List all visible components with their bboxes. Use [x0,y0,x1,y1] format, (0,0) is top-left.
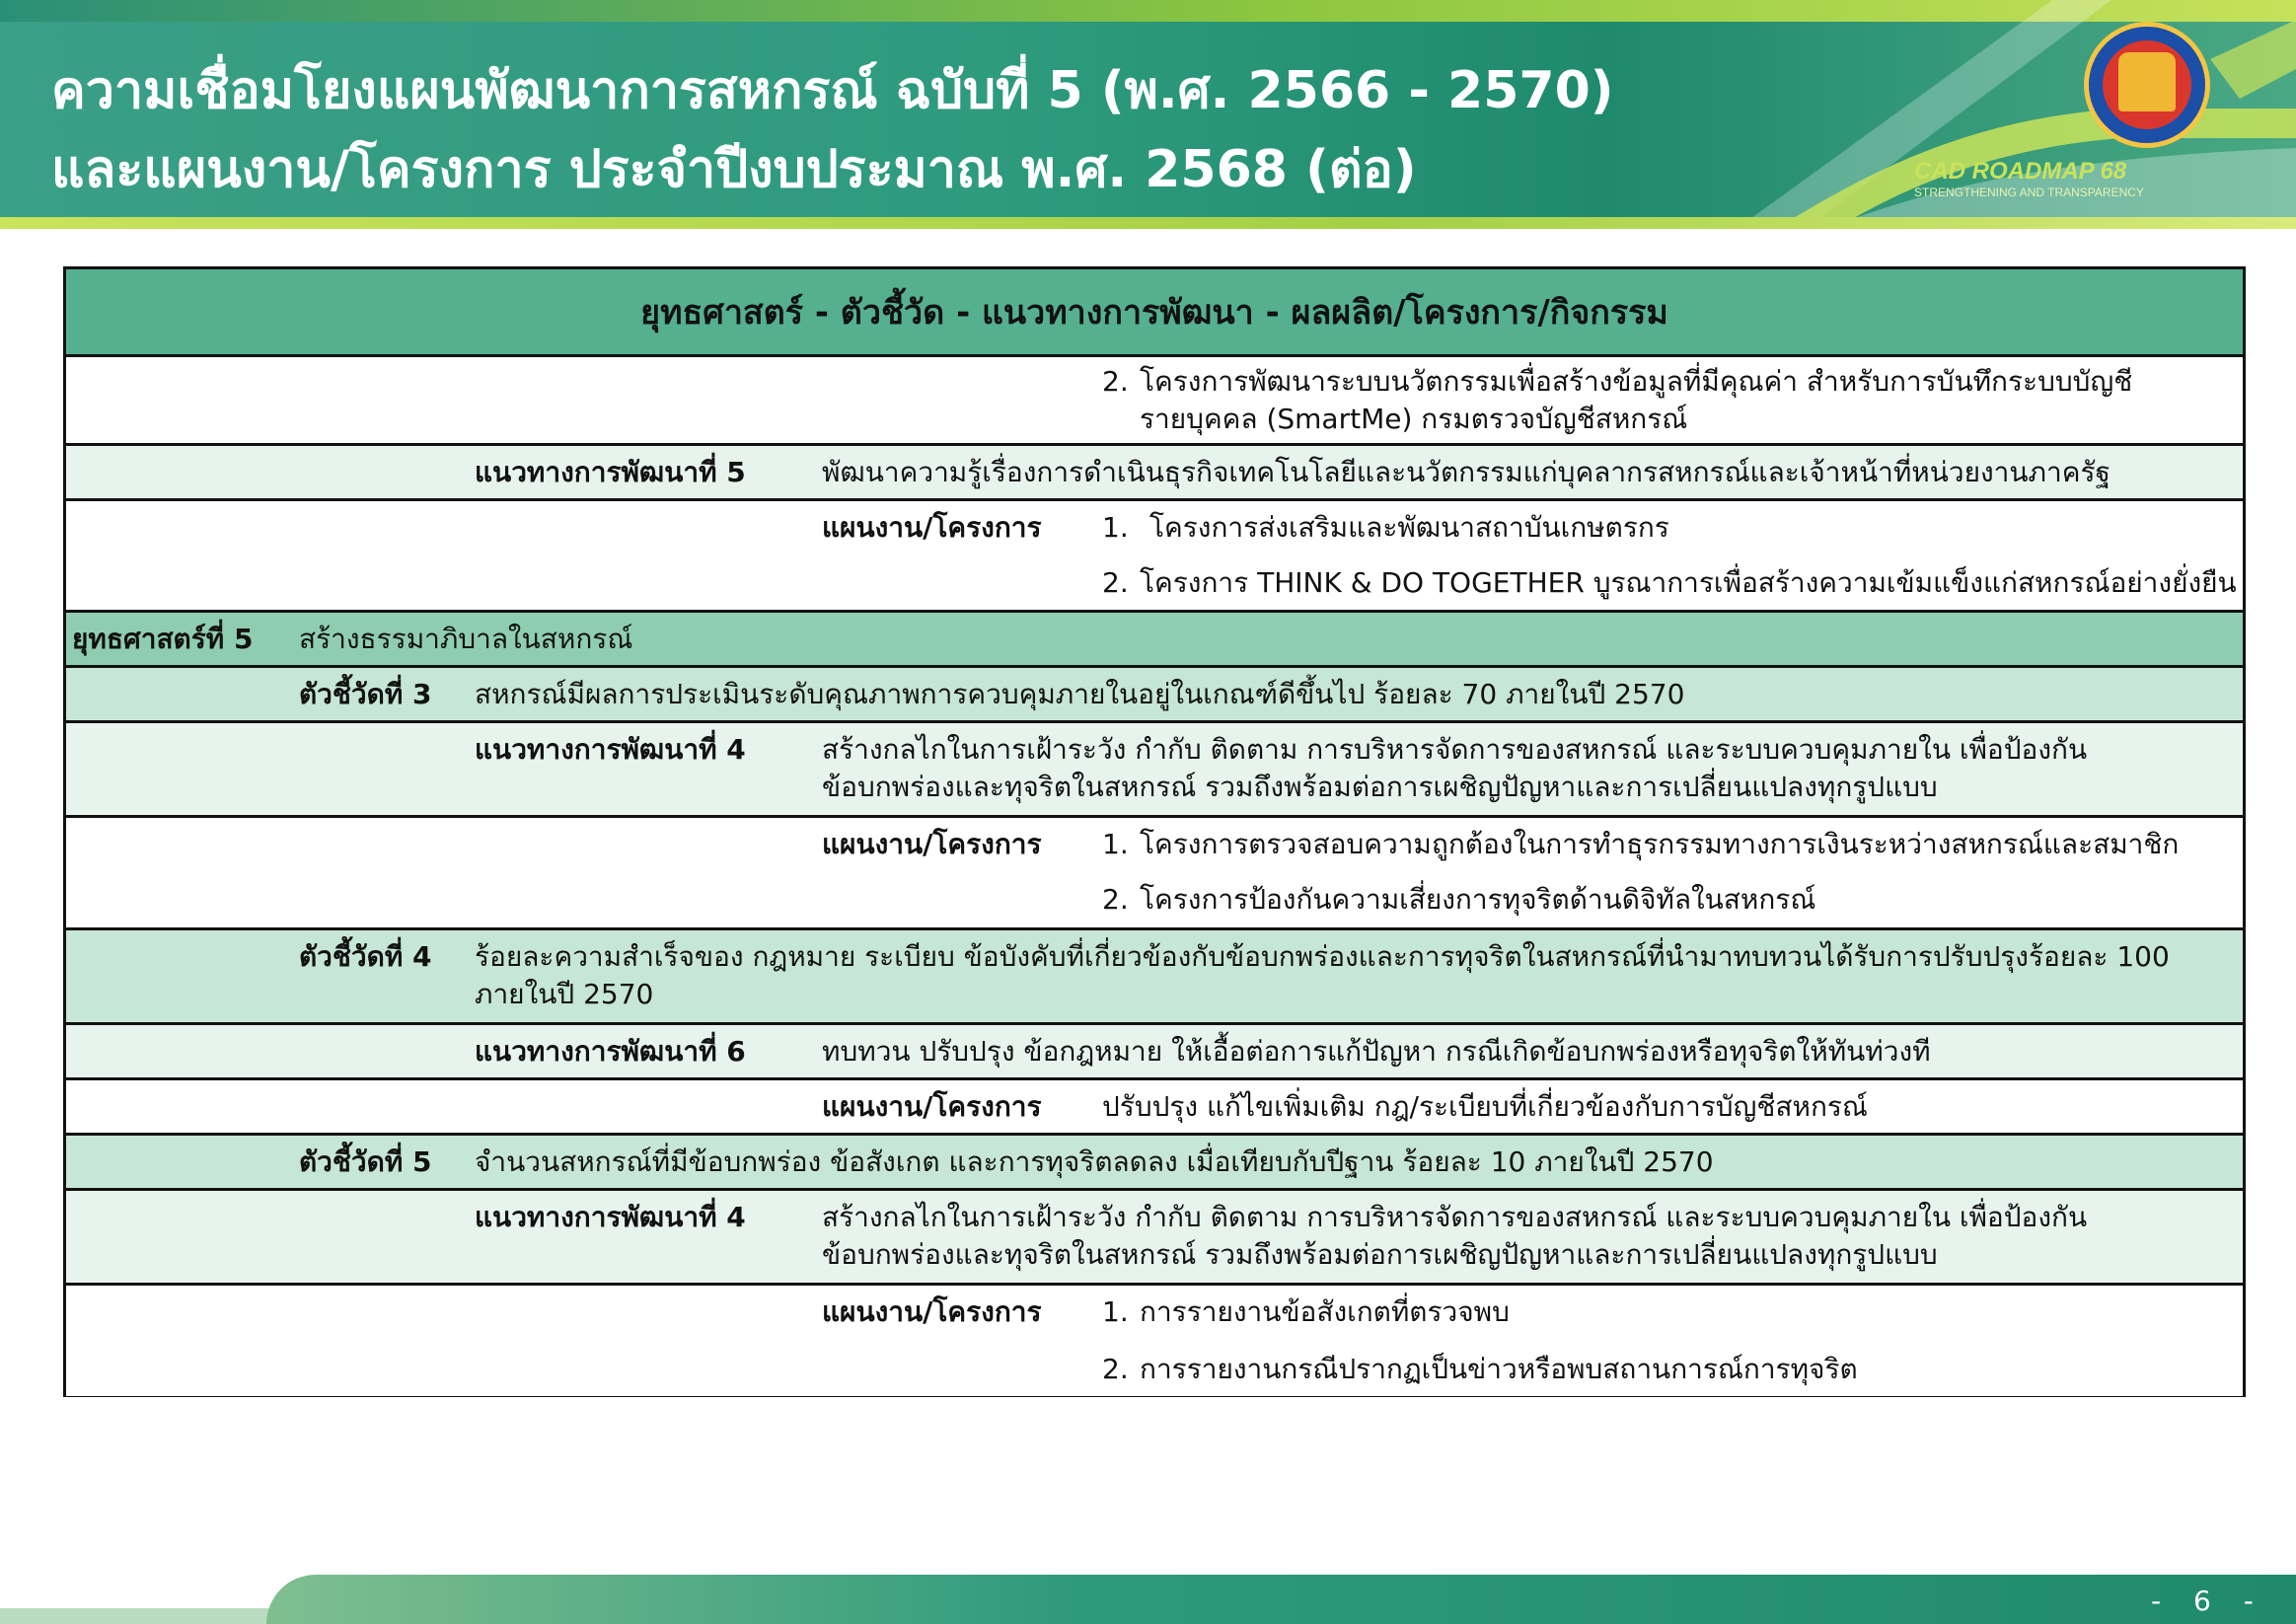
row-label: แผนงาน/โครงการ [822,1090,1042,1123]
item-text: การรายงานข้อสังเกตที่ตรวจพบ [1140,1295,1510,1328]
row-label: แผนงาน/โครงการ [822,1295,1042,1328]
table-heading: ยุทธศาสตร์ - ตัวชี้วัด - แนวทางการพัฒนา - ผลผลิต/โครงการ/กิจกรรม [66,269,2243,357]
table-row [66,930,2243,1025]
item-text: โครงการตรวจสอบความถูกต้องในการทำธุรกรรมทางการเงินระหว่างสหกรณ์และสมาชิก [1140,828,2180,860]
item-text: โครงการพัฒนาระบบนวัตกรรมเพื่อสร้างข้อมูลที่มีคุณค่า สำหรับการบันทึกระบบบัญชี [1140,365,2133,398]
row-text: จำนวนสหกรณ์ที่มีข้อบกพร่อง ข้อสังเกต และการทุจริตลดลง เมื่อเทียบกับปีฐาน ร้อยละ 10 ภายในปี 2570 [475,1145,1714,1178]
roadmap-tagline: STRENGTHENING AND TRANSPARENCY [1914,185,2144,199]
item-number: 2. [1102,883,1129,916]
row-text-cont: ข้อบกพร่องและทุจริตในสหกรณ์ รวมถึงพร้อมต่อการเผชิญปัญหาและการเปลี่ยนแปลงทุกรูปแบบ [822,771,1938,803]
item-text: โครงการ THINK & DO TOGETHER บูรณาการเพื่อสร้างความเข้มแข็งแก่สหกรณ์อย่างยั่งยืน [1140,566,2237,599]
row-text: สร้างธรรมาภิบาลในสหกรณ์ [299,623,633,655]
row-text: ทบทวน ปรับปรุง ข้อกฎหมาย ให้เอื้อต่อการแก้ปัญหา กรณีเกิดข้อบกพร่องหรือทุจริตให้ทันท่วงที [822,1035,1931,1068]
row-label: แนวทางการพัฒนาที่ 6 [475,1035,746,1068]
page-number: - 6 - [2151,1585,2265,1617]
row-label: แนวทางการพัฒนาที่ 5 [475,456,746,488]
table-row [66,818,2243,930]
department-seal-icon [2084,22,2210,148]
item-text: โครงการส่งเสริมและพัฒนาสถาบันเกษตรกร [1149,511,1669,544]
item-number: 2. [1102,365,1129,398]
item-number: 1. [1102,511,1129,544]
header-bottom-stripe [0,217,2296,229]
row-text: สร้างกลไกในการเฝ้าระวัง กำกับ ติดตาม การบริหารจัดการของสหกรณ์ และระบบควบคุมภายใน เพื่อป้องกัน [822,1201,2088,1233]
table-row [66,1136,2243,1191]
table-row [66,501,2243,613]
row-label: ตัวชี้วัดที่ 4 [299,940,432,973]
row-text: สหกรณ์มีผลการประเมินระดับคุณภาพการควบคุมภายในอยู่ในเกณฑ์ดีขึ้นไป ร้อยละ 70 ภายในปี 2570 [475,678,1685,710]
row-text-cont: ข้อบกพร่องและทุจริตในสหกรณ์ รวมถึงพร้อมต่อการเผชิญปัญหาและการเปลี่ยนแปลงทุกรูปแบบ [822,1238,1938,1271]
item-number: 2. [1102,566,1129,599]
table-row [66,1286,2243,1396]
row-label: ตัวชี้วัดที่ 5 [299,1145,432,1178]
row-label: ตัวชี้วัดที่ 3 [299,678,432,710]
row-text-cont: ภายในปี 2570 [475,978,654,1010]
row-label: แนวทางการพัฒนาที่ 4 [475,733,746,766]
row-label: แผนงาน/โครงการ [822,511,1042,544]
footer-band [0,1575,2296,1624]
table-row [66,668,2243,723]
item-number: 1. [1102,1295,1129,1328]
item-text: โครงการป้องกันความเสี่ยงการทุจริตด้านดิจิทัลในสหกรณ์ [1140,883,1816,916]
table-row [66,357,2243,446]
table-row [66,1191,2243,1286]
table-row [66,1080,2243,1136]
page-title [51,51,1709,209]
row-text: ร้อยละความสำเร็จของ กฎหมาย ระเบียบ ข้อบังคับที่เกี่ยวข้องกับข้อบกพร่องและการทุจริตในสหกรณ์ที่นำมาทบทวนได้รับการปรับปรุงร้อยละ 100 [475,940,2170,973]
item-text: การรายงานกรณีปรากฏเป็นข่าวหรือพบสถานการณ์การทุจริต [1140,1353,1858,1385]
table-row [66,446,2243,501]
item-number: 1. [1102,828,1129,860]
item-text-cont: รายบุคคล (SmartMe) กรมตรวจบัญชีสหกรณ์ [1140,403,1688,435]
roadmap-logo-text: CAD ROADMAP 68 [1914,158,2127,185]
table-row [66,613,2243,668]
table-row [66,723,2243,818]
row-text: ปรับปรุง แก้ไขเพิ่มเติม กฎ/ระเบียบที่เกี่ยวข้องกับการบัญชีสหกรณ์ [1102,1090,1868,1123]
row-label: ยุทธศาสตร์ที่ 5 [72,623,254,655]
row-label: แผนงาน/โครงการ [822,828,1042,860]
row-text: สร้างกลไกในการเฝ้าระวัง กำกับ ติดตาม การบริหารจัดการของสหกรณ์ และระบบควบคุมภายใน เพื่อป้องกัน [822,733,2088,766]
item-number: 2. [1102,1353,1129,1385]
table-row [66,1025,2243,1080]
title-line-1: ความเชื่อมโยงแผนพัฒนาการสหกรณ์ ฉบับที่ 5 (พ.ศ. 2566 - 2570) [51,61,1614,120]
strategy-table [63,266,2246,1397]
title-line-2: และแผนงาน/โครงการ ประจำปีงบประมาณ พ.ศ. 2568 (ต่อ) [51,140,1417,199]
row-label: แนวทางการพัฒนาที่ 4 [475,1201,746,1233]
row-text: พัฒนาความรู้เรื่องการดำเนินธุรกิจเทคโนโลยีและนวัตกรรมแก่บุคลากรสหกรณ์และเจ้าหน้าที่หน่วยงานภาครัฐ [822,456,2111,488]
